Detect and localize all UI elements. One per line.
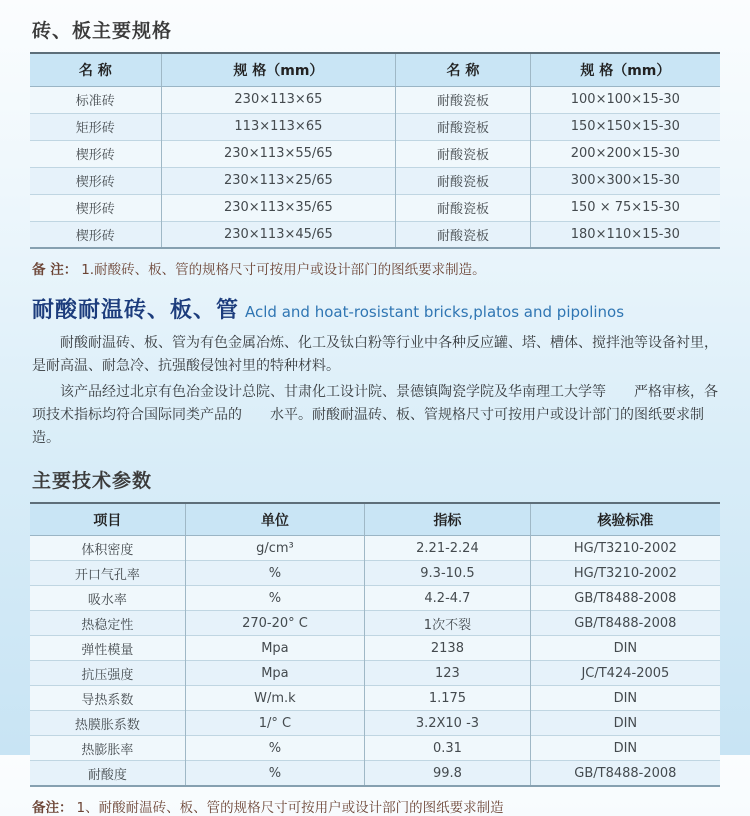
tech-index-cell: 99.8 (365, 761, 531, 786)
tech-header-index: 指标 (365, 503, 531, 536)
tech-standard-cell: DIN (530, 686, 720, 711)
tech-standard-cell: DIN (530, 711, 720, 736)
spec-header-name-right: 名 称 (396, 53, 531, 86)
spec-name-cell: 耐酸瓷板 (396, 194, 531, 221)
spec-name-cell: 矩形砖 (30, 113, 161, 140)
section-heading (32, 298, 720, 324)
tech-index-cell: 2.21-2.24 (365, 536, 531, 561)
intro-paragraph-2: 该产品经过北京有色冶金设计总院、甘肃化工设计院、景德镇陶瓷学院及华南理工大学等 严格审核，各项技术指标均符合国际同类产品的 水平。耐酸耐温砖、板、管规格尺寸可按用户或设计部门的图纸要求制造。 (32, 383, 718, 446)
tech-unit-cell: % (185, 736, 364, 761)
tech-header-row (30, 503, 720, 536)
intro-paragraph-1: 耐酸耐温砖、板、管为有色金属冶炼、化工及钛白粉等行业中各种反应罐、塔、槽体、搅拌池等设备衬里，是耐高温、耐急冷、抗强酸侵蚀衬里的特种材料。 (32, 335, 718, 375)
note-text: 1、耐酸耐温砖、板、管的规格尺寸可按用户或设计部门的图纸要求制造 (76, 799, 504, 816)
tech-index-cell: 2138 (365, 636, 531, 661)
spec-name-cell: 耐酸瓷板 (396, 221, 531, 248)
table-row (30, 561, 720, 586)
table-row (30, 167, 720, 194)
tech-header-unit: 单位 (185, 503, 364, 536)
tech-unit-cell: 1/° C (185, 711, 364, 736)
table-row (30, 536, 720, 561)
spec-table-title: 砖、板主要规格 (32, 20, 173, 42)
table-row (30, 661, 720, 686)
tech-item-cell: 吸水率 (30, 586, 185, 611)
spec-name-cell: 耐酸瓷板 (396, 86, 531, 113)
table-row (30, 86, 720, 113)
tech-standard-cell: DIN (530, 636, 720, 661)
spec-name-cell: 楔形砖 (30, 194, 161, 221)
spec-size-cell: 150 × 75×15-30 (530, 194, 720, 221)
tech-header-item: 项目 (30, 503, 185, 536)
tech-unit-cell: % (185, 761, 364, 786)
spec-name-cell: 楔形砖 (30, 167, 161, 194)
table-row (30, 636, 720, 661)
table-row (30, 113, 720, 140)
tech-item-cell: 热膜胀系数 (30, 711, 185, 736)
spec-name-cell: 耐酸瓷板 (396, 140, 531, 167)
tech-unit-cell: 270-20° C (185, 611, 364, 636)
tech-item-cell: 导热系数 (30, 686, 185, 711)
spec-name-cell: 耐酸瓷板 (396, 113, 531, 140)
spec-name-cell: 耐酸瓷板 (396, 167, 531, 194)
table-row (30, 221, 720, 248)
tech-unit-cell: W/m.k (185, 686, 364, 711)
tech-index-cell: 3.2X10 -3 (365, 711, 531, 736)
tech-unit-cell: Mpa (185, 636, 364, 661)
spec-size-cell: 230×113×65 (161, 86, 396, 113)
table-row (30, 761, 720, 786)
spec-header-row (30, 53, 720, 86)
tech-index-cell: 0.31 (365, 736, 531, 761)
tech-item-cell: 体积密度 (30, 536, 185, 561)
table-row (30, 611, 720, 636)
tech-unit-cell: g/cm³ (185, 536, 364, 561)
spec-header-size-right: 规 格（mm） (530, 53, 720, 86)
tech-index-cell: 9.3-10.5 (365, 561, 531, 586)
tech-unit-cell: Mpa (185, 661, 364, 686)
tech-index-cell: 1次不裂 (365, 611, 531, 636)
tech-item-cell: 耐酸度 (30, 761, 185, 786)
tech-item-cell: 弹性模量 (30, 636, 185, 661)
spec-size-cell: 230×113×45/65 (161, 221, 396, 248)
tech-standard-cell: JC/T424-2005 (530, 661, 720, 686)
tech-index-cell: 1.175 (365, 686, 531, 711)
spec-size-cell: 180×110×15-30 (530, 221, 720, 248)
spec-size-cell: 200×200×15-30 (530, 140, 720, 167)
tech-item-cell: 热稳定性 (30, 611, 185, 636)
tech-header-standard: 核验标准 (530, 503, 720, 536)
section-heading-cn: 耐酸耐温砖、板、管 (32, 298, 240, 323)
table-row (30, 711, 720, 736)
spec-name-cell: 楔形砖 (30, 221, 161, 248)
spec-size-cell: 150×150×15-30 (530, 113, 720, 140)
section-heading-en: Acld and hoat-rosistant bricks,platos and pipolinos (245, 303, 625, 321)
spec-size-cell: 113×113×65 (161, 113, 396, 140)
tech-standard-cell: GB/T8488-2008 (530, 611, 720, 636)
spec-header-name-left: 名 称 (30, 53, 161, 86)
spec-size-cell: 230×113×25/65 (161, 167, 396, 194)
spec-table-note (32, 258, 720, 278)
table-row (30, 586, 720, 611)
tech-item-cell: 抗压强度 (30, 661, 185, 686)
note-text: 1.耐酸砖、板、管的规格尺寸可按用户或设计部门的图纸要求制造。 (81, 262, 486, 278)
tech-index-cell: 4.2-4.7 (365, 586, 531, 611)
note-label: 备注： (32, 799, 73, 816)
tech-table (30, 502, 720, 787)
tech-standard-cell: HG/T3210-2002 (530, 536, 720, 561)
spec-header-size-left: 规 格（mm） (161, 53, 396, 86)
table-row (30, 140, 720, 167)
spec-size-cell: 300×300×15-30 (530, 167, 720, 194)
table-row (30, 736, 720, 761)
tech-standard-cell: DIN (530, 736, 720, 761)
spec-table (30, 52, 720, 249)
spec-size-cell: 100×100×15-30 (530, 86, 720, 113)
tech-unit-cell: % (185, 561, 364, 586)
spec-size-cell: 230×113×55/65 (161, 140, 396, 167)
spec-name-cell: 标准砖 (30, 86, 161, 113)
table-row (30, 686, 720, 711)
note-label: 备 注： (32, 262, 78, 278)
tech-index-cell: 123 (365, 661, 531, 686)
spec-size-cell: 230×113×35/65 (161, 194, 396, 221)
tech-item-cell: 热膨胀率 (30, 736, 185, 761)
spec-name-cell: 楔形砖 (30, 140, 161, 167)
tech-standard-cell: GB/T8488-2008 (530, 761, 720, 786)
tech-standard-cell: HG/T3210-2002 (530, 561, 720, 586)
tech-item-cell: 开口气孔率 (30, 561, 185, 586)
table-row (30, 194, 720, 221)
tech-table-title: 主要技术参数 (32, 469, 153, 492)
tech-standard-cell: GB/T8488-2008 (530, 586, 720, 611)
tech-unit-cell: % (185, 586, 364, 611)
tech-table-note (32, 796, 720, 816)
